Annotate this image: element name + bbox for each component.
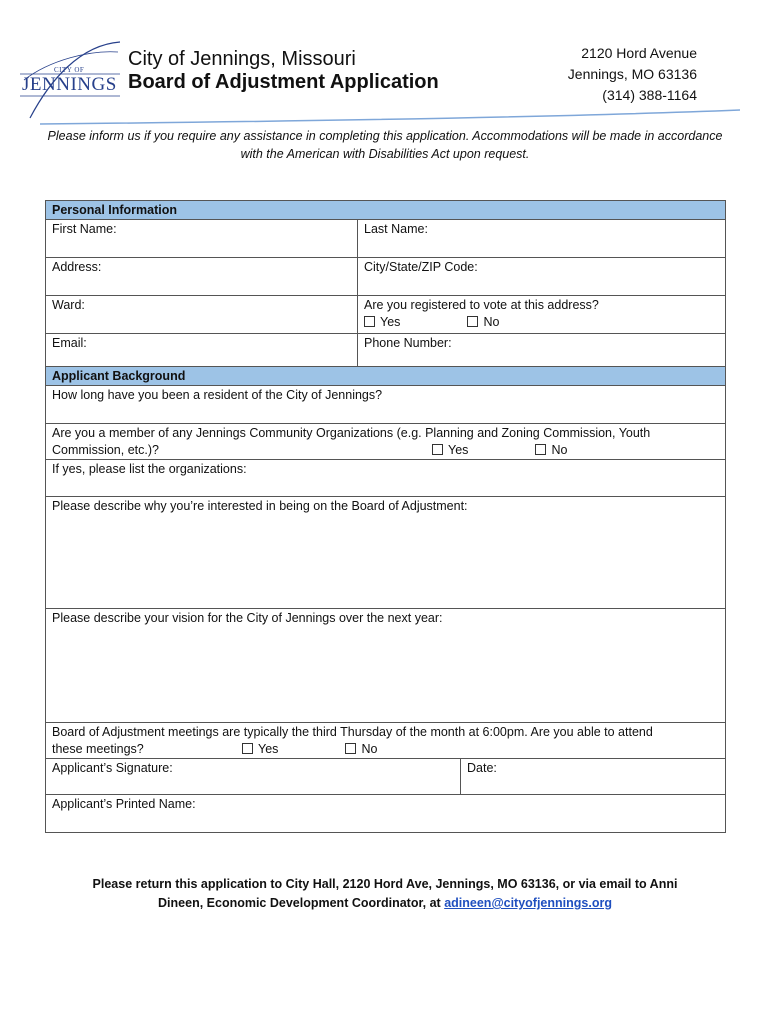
city-address (568, 43, 697, 106)
organizations-list-label: If yes, please list the organizations: (52, 462, 247, 476)
form-title: Board of Adjustment Application (128, 71, 439, 93)
return-instructions-line2: Dineen, Economic Development Coordinator, at (158, 896, 441, 910)
organizations-question-line2: Commission, etc.)? (52, 443, 159, 457)
residency-question: How long have you been a resident of the City of Jennings? (52, 388, 383, 402)
return-instructions (40, 875, 730, 913)
meetings-question-line2: these meetings? (52, 742, 144, 756)
organizations-yes-label: Yes (448, 443, 469, 457)
registered-no-option[interactable] (467, 314, 499, 331)
meetings-yes-label: Yes (258, 742, 279, 756)
address-street: 2120 Hord Avenue (581, 45, 697, 61)
checkbox-icon[interactable] (364, 316, 375, 327)
meetings-no-option[interactable] (345, 741, 377, 758)
checkbox-icon[interactable] (242, 743, 253, 754)
ward-field[interactable] (46, 296, 358, 334)
meetings-yes-option[interactable] (242, 741, 342, 758)
organizations-no-label: No (551, 443, 568, 457)
vision-question: Please describe your vision for the City of Jennings over the next year: (52, 611, 443, 625)
registered-yes-label: Yes (380, 315, 401, 329)
organizations-question-line1: Are you a member of any Jennings Community Organizations (e.g. Planning and Zoning Commission, Youth (52, 426, 651, 440)
last-name-field[interactable] (358, 220, 726, 258)
accessibility-notice: Please inform us if you require any assistance in completing this application. Accommodations will be made in accordance with the American with Disabilities Act upon request. (47, 129, 723, 161)
checkbox-icon[interactable] (345, 743, 356, 754)
organizations-list-field[interactable] (46, 460, 726, 497)
meetings-field (46, 723, 726, 759)
logo-city-text: CITY OF (54, 66, 85, 74)
address-phone: (314) 388-1164 (602, 87, 697, 103)
interest-question: Please describe why you’re interested in being on the Board of Adjustment: (52, 499, 468, 513)
checkbox-icon[interactable] (467, 316, 478, 327)
registered-no-label: No (483, 315, 500, 329)
organizations-membership-field (46, 424, 726, 460)
ward-label: Ward: (52, 298, 85, 312)
organizations-no-option[interactable] (535, 442, 567, 459)
email-field[interactable] (46, 334, 358, 367)
signature-label: Applicant’s Signature: (52, 761, 173, 775)
logo-jennings-text: JENNINGS (22, 74, 117, 95)
address-field[interactable] (46, 258, 358, 296)
city-state-zip-label: City/State/ZIP Code: (364, 260, 478, 274)
last-name-label: Last Name: (364, 222, 428, 236)
phone-label: Phone Number: (364, 336, 452, 350)
meetings-no-label: No (361, 742, 378, 756)
residency-field[interactable] (46, 386, 726, 424)
signature-field[interactable] (46, 759, 461, 795)
date-field[interactable] (461, 759, 726, 795)
first-name-field[interactable] (46, 220, 358, 258)
city-title: City of Jennings, Missouri (128, 48, 356, 70)
contact-email-link[interactable]: adineen@cityofjennings.org (444, 896, 612, 910)
section-applicant-background: Applicant Background (46, 367, 726, 386)
phone-field[interactable] (358, 334, 726, 367)
application-form (45, 200, 726, 833)
address-label: Address: (52, 260, 102, 274)
registered-yes-option[interactable] (364, 314, 464, 331)
vision-field[interactable] (46, 609, 726, 723)
interest-field[interactable] (46, 497, 726, 609)
checkbox-icon[interactable] (535, 444, 546, 455)
section-personal-information: Personal Information (46, 201, 726, 220)
meetings-question-line1: Board of Adjustment meetings are typically the third Thursday of the month at 6:00pm. Are you able to attend (52, 725, 653, 739)
address-city: Jennings, MO 63136 (567, 66, 697, 82)
date-label: Date: (467, 761, 497, 775)
printed-name-label: Applicant’s Printed Name: (52, 797, 196, 811)
organizations-yes-option[interactable] (432, 442, 532, 459)
city-state-zip-field[interactable] (358, 258, 726, 296)
return-instructions-line1: Please return this application to City Hall, 2120 Hord Ave, Jennings, MO 63136, or via email to Anni (92, 877, 678, 891)
registered-vote-field (358, 296, 726, 334)
printed-name-field[interactable] (46, 795, 726, 833)
registered-vote-question: Are you registered to vote at this address? (364, 298, 599, 312)
checkbox-icon[interactable] (432, 444, 443, 455)
first-name-label: First Name: (52, 222, 117, 236)
header-divider (40, 108, 740, 128)
email-label: Email: (52, 336, 87, 350)
